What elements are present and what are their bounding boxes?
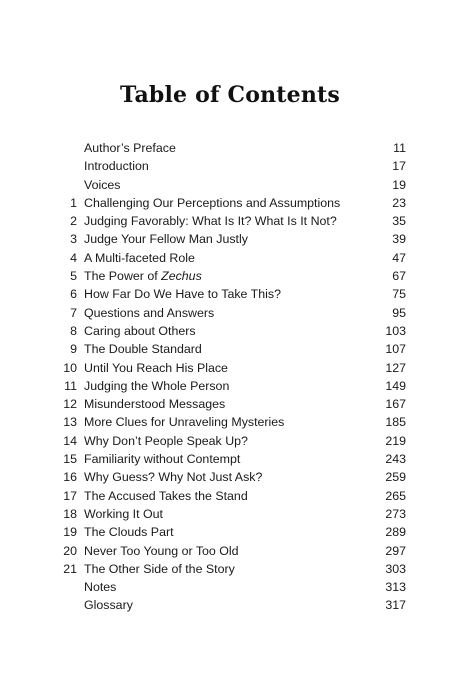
toc-entry-title-text: Author’s Preface xyxy=(84,141,176,155)
toc-entry-title-text: Why Guess? Why Not Just Ask? xyxy=(84,470,263,485)
toc-entry-title xyxy=(84,523,174,541)
toc-entry-number: 1 xyxy=(70,195,77,210)
toc-entry-title xyxy=(84,395,225,413)
toc-entry-page-number: 219 xyxy=(385,433,406,448)
toc-entry-title-text: The Accused Takes the Stand xyxy=(84,488,248,503)
toc-entry-page-number: 95 xyxy=(392,305,406,320)
toc-entry xyxy=(56,468,406,486)
toc-entry xyxy=(56,230,406,248)
toc-entry-page-number: 303 xyxy=(385,561,406,576)
toc-entry-title-text: Voices xyxy=(84,177,121,192)
toc-entry-number: 10 xyxy=(63,360,77,375)
toc-entry-page-number: 39 xyxy=(392,232,406,247)
toc-entry xyxy=(56,578,406,596)
toc-entry xyxy=(56,139,406,157)
toc-entry-page-number: 273 xyxy=(385,506,406,521)
toc-entry-page-number: 185 xyxy=(385,415,406,430)
toc-entry-title xyxy=(84,432,248,450)
toc-entry xyxy=(56,340,406,358)
toc-entry-number: 6 xyxy=(70,287,77,302)
toc-entry-title-text: A Multi-faceted Role xyxy=(84,250,195,265)
toc-entry-page-number: 127 xyxy=(385,360,406,375)
toc-entry xyxy=(56,304,406,322)
toc-entry-page-number: 19 xyxy=(392,177,406,192)
toc-entry-title xyxy=(84,542,239,560)
toc-entry-title xyxy=(84,304,214,322)
toc-entry xyxy=(56,560,406,578)
table-of-contents xyxy=(56,139,406,615)
toc-entry xyxy=(56,523,406,541)
toc-entry-title-text: Familiarity without Contempt xyxy=(84,452,241,467)
toc-entry-page-number: 167 xyxy=(385,397,406,412)
toc-entry-page-number: 297 xyxy=(385,543,406,558)
toc-entry-page-number: 259 xyxy=(385,470,406,485)
toc-entry xyxy=(56,542,406,560)
toc-entry-page-number: 103 xyxy=(385,323,406,338)
toc-entry-title xyxy=(84,560,235,578)
toc-entry xyxy=(56,596,406,614)
toc-entry-page-number: 243 xyxy=(385,452,406,467)
toc-entry-page-number: 265 xyxy=(385,488,406,503)
toc-entry-title xyxy=(84,377,229,395)
toc-entry-number: 15 xyxy=(63,452,77,467)
toc-entry xyxy=(56,267,406,285)
toc-entry-title-text: Until You Reach His Place xyxy=(84,360,228,375)
toc-entry-title xyxy=(84,176,121,194)
toc-entry-title-text: Judging Favorably: What Is It? What Is It Not? xyxy=(84,214,337,229)
toc-entry-page-number: 67 xyxy=(392,269,406,284)
toc-entry xyxy=(56,395,406,413)
toc-entry-title xyxy=(84,578,116,596)
toc-entry-title xyxy=(84,194,340,212)
toc-entry-title-text: Never Too Young or Too Old xyxy=(84,543,239,558)
toc-entry-number: 2 xyxy=(70,214,77,229)
toc-entry-title-text: Judging the Whole Person xyxy=(84,378,230,393)
toc-entry-page-number: 289 xyxy=(385,525,406,540)
toc-entry xyxy=(56,450,406,468)
toc-entry-title-italic: Zechus xyxy=(161,269,202,284)
toc-entry-number: 12 xyxy=(63,397,77,412)
toc-entry xyxy=(56,157,406,175)
toc-entry-title xyxy=(84,322,196,340)
toc-entry-page-number: 47 xyxy=(392,250,406,265)
toc-entry-number: 18 xyxy=(63,506,77,521)
toc-entry-page-number: 107 xyxy=(385,342,406,357)
toc-entry xyxy=(56,359,406,377)
toc-entry xyxy=(56,432,406,450)
toc-entry-title-text: Questions and Answers xyxy=(84,305,215,320)
toc-entry-title xyxy=(84,359,228,377)
toc-entry xyxy=(56,322,406,340)
toc-entry-title xyxy=(84,285,281,303)
toc-entry-title-text: How Far Do We Have to Take This? xyxy=(84,287,281,302)
toc-entry-title-text: More Clues for Unraveling Mysteries xyxy=(84,415,285,430)
toc-entry-number: 5 xyxy=(70,269,77,284)
toc-entry-number: 8 xyxy=(70,323,77,338)
toc-entry-number: 3 xyxy=(70,232,77,247)
toc-entry xyxy=(56,487,406,505)
toc-entry-page-number: 35 xyxy=(392,214,406,229)
toc-entry xyxy=(56,212,406,230)
toc-entry-number: 16 xyxy=(63,470,77,485)
toc-entry-title xyxy=(84,487,248,505)
toc-entry-title-text: The Clouds Part xyxy=(84,525,174,540)
toc-entry xyxy=(56,505,406,523)
toc-entry-title-text: Misunderstood Messages xyxy=(84,397,226,412)
toc-entry-title-text: The Other Side of the Story xyxy=(84,561,235,576)
toc-entry xyxy=(56,377,406,395)
toc-entry-number: 13 xyxy=(63,415,77,430)
toc-entry-number: 9 xyxy=(70,342,77,357)
toc-entry-title-text: Notes xyxy=(84,580,117,595)
toc-entry-number: 19 xyxy=(63,525,77,540)
toc-entry-number: 17 xyxy=(63,488,77,503)
toc-entry-page-number: 317 xyxy=(385,598,406,613)
toc-entry-title xyxy=(84,249,195,267)
toc-entry-title xyxy=(84,596,133,614)
toc-entry-page-number: 149 xyxy=(385,378,406,393)
toc-entry-title-text: The Double Standard xyxy=(84,342,202,357)
page-title: Table of Contents xyxy=(120,82,340,108)
toc-entry xyxy=(56,194,406,212)
toc-entry-title-text: Challenging Our Perceptions and Assumptions xyxy=(84,195,341,210)
toc-entry-page-number: 313 xyxy=(385,580,406,595)
toc-entry-title xyxy=(84,450,240,468)
toc-entry-number: 20 xyxy=(63,543,77,558)
toc-entry-title xyxy=(84,413,284,431)
toc-entry-title-text: Glossary xyxy=(84,598,133,613)
toc-entry-title xyxy=(84,212,337,230)
toc-entry xyxy=(56,413,406,431)
toc-entry-title-text: Judge Your Fellow Man Justly xyxy=(84,232,248,247)
toc-entry-number: 14 xyxy=(63,433,77,448)
toc-entry xyxy=(56,285,406,303)
toc-entry-number: 7 xyxy=(70,305,77,320)
toc-entry-title-text: Working It Out xyxy=(84,506,163,521)
toc-entry-title xyxy=(84,340,202,358)
toc-entry-title xyxy=(84,230,248,248)
toc-entry-title-text: Caring about Others xyxy=(84,323,196,338)
toc-entry-number: 4 xyxy=(70,250,77,265)
toc-entry-title-text: The Power of xyxy=(84,269,162,284)
toc-entry-number: 11 xyxy=(64,378,77,393)
toc-entry-title-text: Why Don’t People Speak Up? xyxy=(84,433,248,448)
toc-entry-title xyxy=(84,468,262,486)
toc-entry-title xyxy=(84,157,149,175)
toc-entry-number: 21 xyxy=(63,561,77,576)
toc-entry xyxy=(56,249,406,267)
toc-entry-title xyxy=(84,139,176,157)
toc-entry-page-number: 23 xyxy=(392,195,406,210)
toc-entry-title xyxy=(84,267,202,285)
toc-entry-page-number: 11 xyxy=(393,141,406,155)
toc-entry-title xyxy=(84,505,163,523)
toc-entry xyxy=(56,176,406,194)
toc-entry-title-text: Introduction xyxy=(84,159,149,174)
toc-entry-page-number: 75 xyxy=(392,287,406,302)
toc-entry-page-number: 17 xyxy=(392,159,406,174)
